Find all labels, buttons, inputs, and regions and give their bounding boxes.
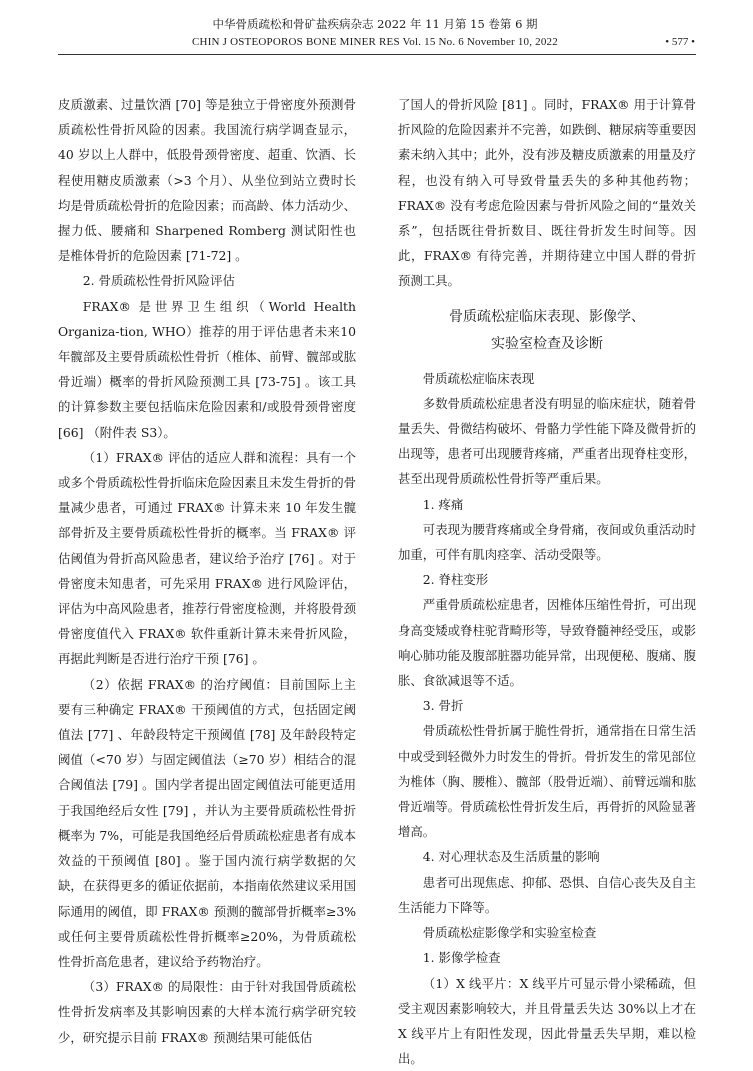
paragraph: 可表现为腰背疼痛或全身骨痛，夜间或负重活动时加重，可伴有肌肉痉挛、活动受限等。 <box>398 517 696 567</box>
paragraph: （1）FRAX® 评估的适应人群和流程：具有一个或多个骨质疏松性骨折临床危险因素且未发生骨折的骨量减少患者，可通过 FRAX® 计算未来 10 年发生髋部骨折及主要骨质疏松性骨折的概率。当 FRAX® 评估阈值为骨折高风险患者，建议给予治疗 [76] 。对于骨密度未知患者，可先采用 FRAX® 进行风险评估，评估为中高风险患者，推荐行骨密度检测，并将股骨颈骨密度值代入 FRAX® 软件重新计算未来骨折风险，再据此判断是否进行治疗干预 [76] 。 <box>58 445 356 672</box>
subsection-heading: 1. 影像学检查 <box>398 945 696 970</box>
paragraph: （2）依据 FRAX® 的治疗阈值：目前国际上主要有三种确定 FRAX® 干预阈值的方式，包括固定阈值法 [77] 、年龄段特定干预阈值 [78] 及年龄段特定阈值（<70 岁）与固定阈值法（≥70 岁）相结合的混合阈值法 [79] 。国内学者提出固定阈值法可能更适用于我国绝经后女性 [79] ，并认为主要骨质疏松性骨折概率为 7%，可能是我国绝经后骨质疏松症患者有成本效益的干预阈值 [80] 。鉴于国内流行病学数据的欠缺，在获得更多的循证依据前，本指南依然建议采用国际通用的阈值，即 FRAX® 预测的髋部骨折概率≥3%或任何主要骨质疏松性骨折概率≥20%，为骨质疏松性骨折高危患者，建议给予药物治疗。 <box>58 672 356 974</box>
subsection-heading: 2. 脊柱变形 <box>398 567 696 592</box>
journal-header-cn: 中华骨质疏松和骨矿盐疾病杂志 2022 年 11 月第 15 卷第 6 期 <box>150 16 600 32</box>
paragraph: FRAX® 是世界卫生组织（World Health Organiza-tion, WHO）推荐的用于评估患者未来10年髋部及主要骨质疏松性骨折（椎体、前臂、髋部或肱骨近端）概率的骨折风险预测工具 [73-75] 。该工具的计算参数主要包括临床危险因素和/或股骨颈骨密度 [66] （附件表 S3）。 <box>58 294 356 445</box>
subsection-heading: 骨质疏松症影像学和实验室检查 <box>398 920 696 945</box>
paragraph: 皮质激素、过量饮酒 [70] 等是独立于骨密度外预测骨质疏松性骨折风险的因素。我国流行病学调查显示，40 岁以上人群中，低股骨颈骨密度、超重、饮酒、长程使用糖皮质激素（>3 个月）、从坐位到站立费时长均是骨质疏松骨折的危险因素；而高龄、体力活动少、握力低、腰痛和 Sharpened Romberg 测试阳性也是椎体骨折的危险因素 [71-72] 。 <box>58 92 356 268</box>
subsection-heading: 3. 骨折 <box>398 693 696 718</box>
paragraph: 骨质疏松性骨折属于脆性骨折，通常指在日常生活中或受到轻微外力时发生的骨折。骨折发生的常见部位为椎体（胸、腰椎）、髋部（股骨近端）、前臂远端和肱骨近端等。骨质疏松性骨折发生后，再骨折的风险显著增高。 <box>398 718 696 844</box>
paragraph: 患者可出现焦虑、抑郁、恐惧、自信心丧失及自主生活能力下降等。 <box>398 870 696 920</box>
right-column <box>398 92 696 1071</box>
page-number: • 577 • <box>665 34 695 50</box>
subsection-heading: 2. 骨质疏松性骨折风险评估 <box>58 268 356 293</box>
section-title-line: 实验室检查及诊断 <box>398 331 696 358</box>
paragraph: （3）FRAX® 的局限性：由于针对我国骨质疏松性骨折发病率及其影响因素的大样本流行病学研究较少，研究提示目前 FRAX® 预测结果可能低估 <box>58 974 356 1050</box>
subsection-heading: 骨质疏松症临床表现 <box>398 366 696 391</box>
left-column <box>58 92 356 1050</box>
journal-header-en: CHIN J OSTEOPOROS BONE MINER RES Vol. 15 No. 6 November 10, 2022 <box>150 34 600 50</box>
subsection-heading: 1. 疼痛 <box>398 492 696 517</box>
section-title-line: 骨质疏松症临床表现、影像学、 <box>398 304 696 331</box>
section-title <box>398 304 696 358</box>
paragraph: 多数骨质疏松症患者没有明显的临床症状，随着骨量丢失、骨微结构破坏、骨骼力学性能下降及微骨折的出现等，患者可出现腰背疼痛，严重者出现脊柱变形，甚至出现骨质疏松性骨折等严重后果。 <box>398 391 696 492</box>
paragraph: 了国人的骨折风险 [81] 。同时，FRAX® 用于计算骨折风险的危险因素并不完善，如跌倒、糖尿病等重要因素未纳入其中；此外，没有涉及糖皮质激素的用量及疗程，也没有纳入可导致骨量丢失的多种其他药物；FRAX® 没有考虑危险因素与骨折风险之间的“量效关系”，包括既往骨折数目、既往骨折发生时间等。因此，FRAX® 有待完善，并期待建立中国人群的骨折预测工具。 <box>398 92 696 294</box>
subsection-heading: 4. 对心理状态及生活质量的影响 <box>398 844 696 869</box>
paragraph: 严重骨质疏松症患者，因椎体压缩性骨折，可出现身高变矮或脊柱驼背畸形等，导致脊髓神经受压，或影响心肺功能及腹部脏器功能异常，出现便秘、腹痛、腹胀、食欲减退等不适。 <box>398 592 696 693</box>
paragraph: （1）X 线平片：X 线平片可显示骨小梁稀疏，但受主观因素影响较大，并且骨量丢失达 30%以上才在 X 线平片上有阳性发现，因此骨量丢失早期，难以检出。 <box>398 971 696 1071</box>
header-rule <box>58 54 696 55</box>
